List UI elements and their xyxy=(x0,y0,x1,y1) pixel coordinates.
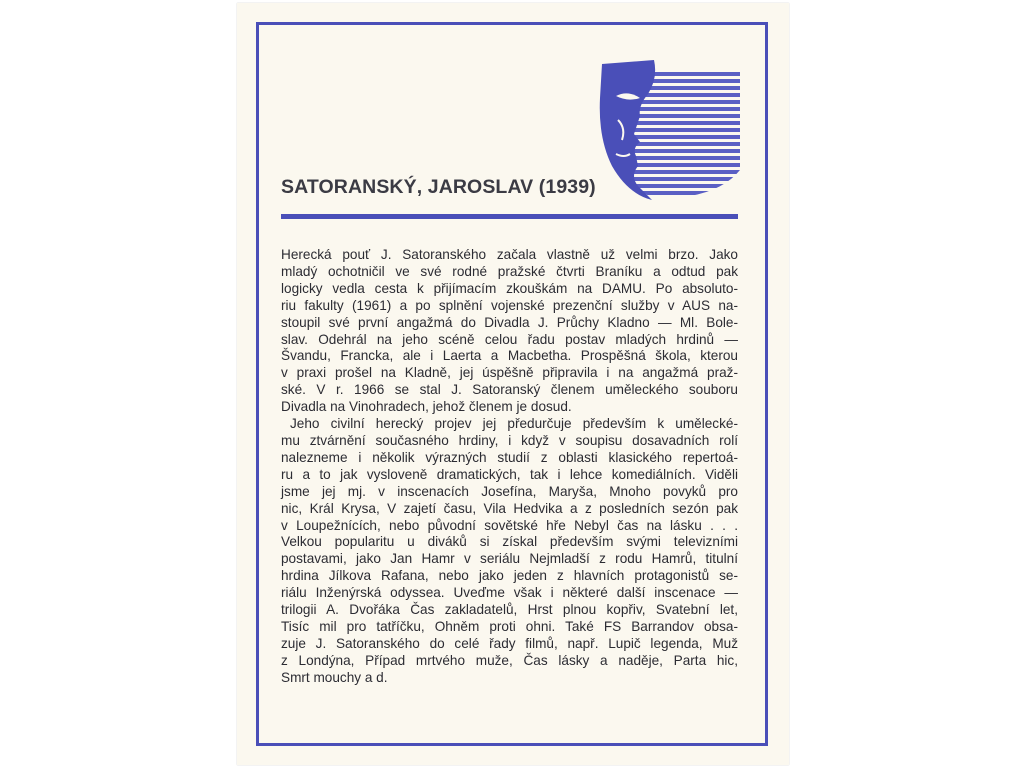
text-line: Velkou popularitu u diváků si získal především svými televizními xyxy=(281,534,738,550)
text-line: Smrt mouchy a d. xyxy=(281,669,388,685)
paragraph-1 xyxy=(281,247,738,416)
text-line: Herecká pouť J. Satoranského začala vlastně už velmi brzo. Jako xyxy=(281,247,738,262)
text-line: riu fakulty (1961) a po splnění vojenské prezenční služby v AUS na- xyxy=(281,297,738,313)
text-line: mladý ochotničil ve své rodné pražské čtvrti Braníku a odtud pak xyxy=(281,263,738,279)
card-title: SATORANSKÝ, JAROSLAV (1939) xyxy=(281,176,596,198)
text-line: Švandu, Francka, ale i Laerta a Macbetha. Prospěšná škola, kterou xyxy=(281,348,738,364)
text-line: Tisíc mil pro tatříčku, Ohněm proti ohni. Také FS Barrandov obsa- xyxy=(281,618,738,634)
biography-text xyxy=(281,247,738,687)
text-line: ské. V r. 1966 se stal J. Satoranský členem uměleckého souboru xyxy=(281,382,738,398)
text-line: hrdina Jílkova Rafana, nebo jako jeden z hlavních protagonistů se- xyxy=(281,568,738,584)
text-line: zuje J. Satoranského do celé řady filmů, např. Lupič legenda, Muž xyxy=(281,635,738,651)
text-line: postavami, jako Jan Hamr v seriálu Nejmladší z rodu Hamrů, titulní xyxy=(281,551,738,567)
text-line: logicky vedla cesta k přijímacím zkouškám na DAMU. Po absoluto- xyxy=(281,280,738,296)
text-line: slav. Odehrál na jeho scéně celou řadu postav mladých hrdinů — xyxy=(281,331,738,347)
text-line: jsme jej mj. v inscenacích Josefína, Maryša, Mnoho povyků pro xyxy=(281,483,738,499)
text-line: mu ztvárnění současného hrdiny, i když v soupisu dosavadních rolí xyxy=(281,432,738,448)
theatre-mask-icon xyxy=(594,58,740,202)
text-line: Jeho civilní herecký projev jej předurčuje především k umělecké- xyxy=(290,416,738,432)
text-line: nic, Král Krysa, V zajetí času, Vila Hedvika a z posledních sezón pak xyxy=(281,500,738,516)
text-line: z Londýna, Případ mrtvého muže, Čas lásky a naděje, Parta hic, xyxy=(281,652,738,668)
text-line: stoupil své první angažmá do Divadla J. Průchy Kladno — Ml. Bole- xyxy=(281,314,738,330)
title-underline xyxy=(281,214,738,219)
paragraph-2 xyxy=(281,416,738,687)
text-line: v praxi prošel na Kladně, jej úspěšně připravila i na angažmá praž- xyxy=(281,365,738,381)
text-line: Divadla na Vinohradech, jehož členem je dosud. xyxy=(281,399,572,415)
text-line: ru a to jak vysloveně dramatických, tak i lehce komediálních. Viděli xyxy=(281,466,738,482)
text-line: nalezneme i několik výrazných studií z oblasti klasického repertoá- xyxy=(281,449,738,465)
text-line: v Loupežnících, nebo původní sovětské hře Nebyl čas na lásku . . . xyxy=(281,517,738,533)
text-line: riálu Inženýrská odyssea. Uveďme však i některé další inscenace — xyxy=(281,585,738,601)
text-line: trilogii A. Dvořáka Čas zakladatelů, Hrst plnou kopřiv, Svatební let, xyxy=(281,602,738,618)
